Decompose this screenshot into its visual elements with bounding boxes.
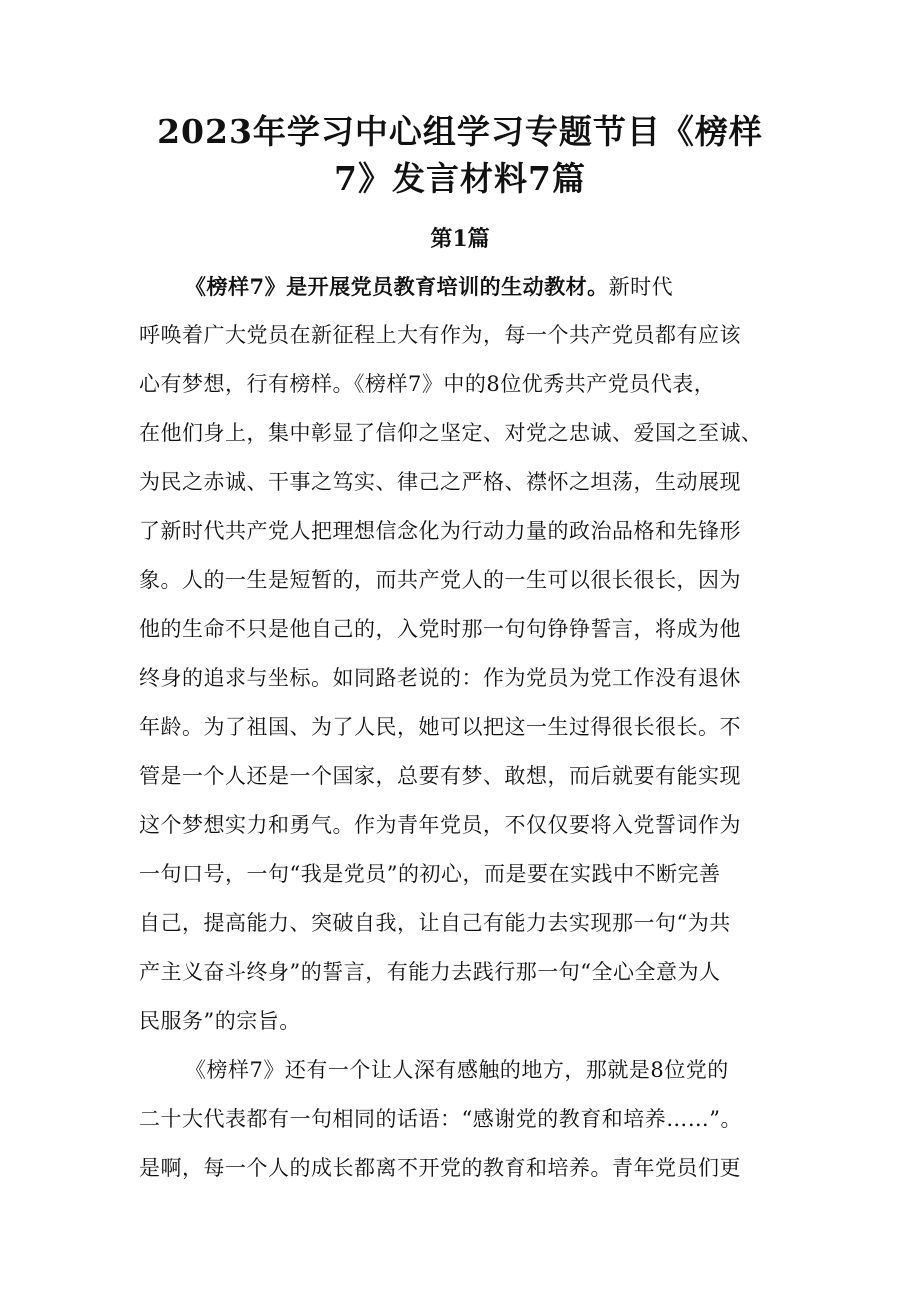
paragraph-line: 为民之赤诚、干事之笃实、律己之严格、襟怀之坦荡，生动展现 xyxy=(139,470,741,494)
paragraph-line: 了新时代共产党人把理想信念化为行动力量的政治品格和先锋形 xyxy=(139,519,741,543)
lead-continuation: 新时代 xyxy=(608,275,674,299)
document-title-line-1: 2023年学习中心组学习专题节目《榜样 xyxy=(157,112,763,151)
paragraph-line: 呼唤着广大党员在新征程上大有作为，每一个共产党员都有应该 xyxy=(139,323,741,347)
paragraph-line: 自己，提高能力、突破自我，让自己有能力去实现那一句“为共 xyxy=(139,911,731,935)
paragraph-line: 这个梦想实力和勇气。作为青年党员，不仅仅要将入党誓词作为 xyxy=(139,813,741,837)
paragraph-line: 产主义奋斗终身”的誓言，有能力去践行那一句“全心全意为人 xyxy=(139,960,721,984)
paragraph-line: 二十大代表都有一句相同的话语：“感谢党的教育和培养……”。 xyxy=(139,1107,742,1131)
paragraph-line: 一句口号，一句“我是党员”的初心，而是要在实践中不断完善 xyxy=(139,862,721,886)
paragraph-line: 是啊，每一个人的成长都离不开党的教育和培养。青年党员们更 xyxy=(139,1156,741,1180)
paragraph-line: 心有梦想，行有榜样。《榜样7》中的8位优秀共产党员代表， xyxy=(139,372,716,396)
paragraph-line: 年龄。为了祖国、为了人民，她可以把这一生过得很长很长。不 xyxy=(139,715,741,739)
paragraph-line: 《榜样7》还有一个让人深有感触的地方，那就是8位党的 xyxy=(185,1058,729,1082)
document-title-line-2: 7》发言材料7篇 xyxy=(334,159,586,198)
paragraph-line: 在他们身上，集中彰显了信仰之坚定、对党之忠诚、爱国之至诚、 xyxy=(139,421,763,445)
paragraph-line: 终身的追求与坐标。如同路老说的：作为党员为党工作没有退休 xyxy=(139,666,741,690)
paragraph-line xyxy=(185,276,819,298)
paragraph-line: 他的生命不只是他自己的，入党时那一句句铮铮誓言，将成为他 xyxy=(139,617,741,641)
paragraph-line: 管是一个人还是一个国家，总要有梦、敢想，而后就要有能实现 xyxy=(139,764,741,788)
paragraph-line: 象。人的一生是短暂的，而共产党人的一生可以很长很长，因为 xyxy=(139,568,741,592)
lead-sentence: 《榜样7》是开展党员教育培训的生动教材。 xyxy=(185,274,609,299)
paragraph-line: 民服务”的宗旨。 xyxy=(139,1009,301,1033)
section-heading: 第1篇 xyxy=(430,226,490,252)
